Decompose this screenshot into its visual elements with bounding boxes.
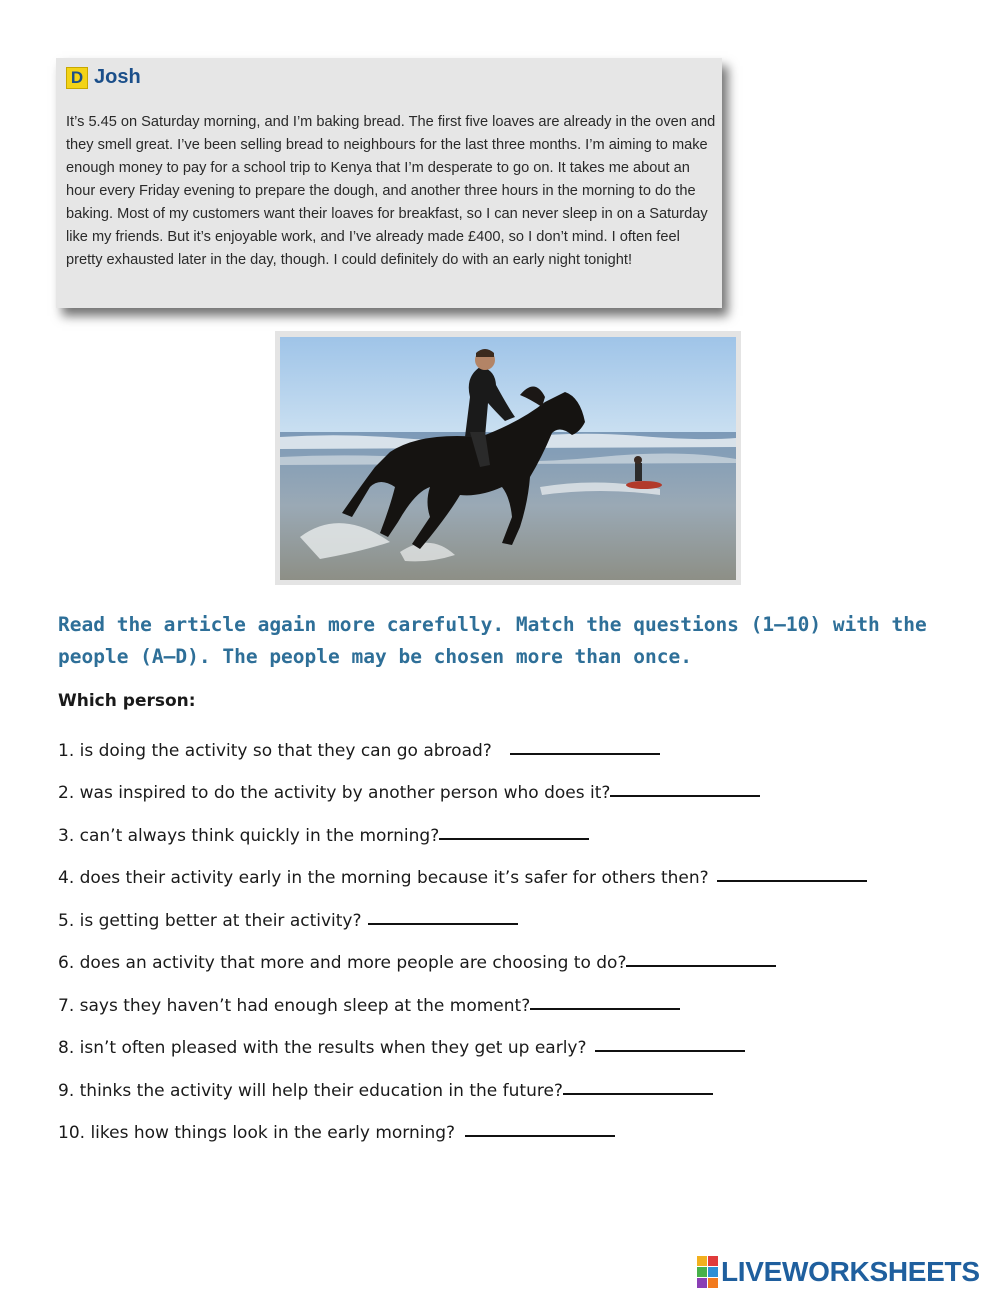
which-person-heading: Which person: [58, 691, 196, 711]
question-text: 6. does an activity that more and more people are choosing to do? [58, 953, 627, 973]
question-row [58, 860, 867, 888]
answer-blank[interactable] [439, 838, 589, 840]
person-letter-badge: D [66, 67, 88, 89]
answer-blank[interactable] [563, 1093, 713, 1095]
question-row [58, 903, 518, 931]
question-text: 4. does their activity early in the morning because it’s safer for others then? [58, 868, 709, 888]
question-text: 2. was inspired to do the activity by another person who does it? [58, 783, 611, 803]
question-text: 3. can’t always think quickly in the morning? [58, 826, 440, 846]
question-row [58, 775, 760, 803]
answer-blank[interactable] [595, 1050, 745, 1052]
answer-blank[interactable] [717, 880, 867, 882]
question-text: 10. likes how things look in the early morning? [58, 1123, 456, 1143]
article-card [56, 58, 722, 308]
question-row [58, 945, 776, 973]
answer-blank[interactable] [626, 965, 776, 967]
question-text: 9. thinks the activity will help their education in the future? [58, 1081, 563, 1101]
question-text: 8. isn’t often pleased with the results when they get up early? [58, 1038, 587, 1058]
answer-blank[interactable] [610, 795, 760, 797]
answer-blank[interactable] [368, 923, 518, 925]
logo-text: LIVEWORKSHEETS [721, 1256, 980, 1287]
question-row [58, 1073, 713, 1101]
question-row [58, 1030, 745, 1058]
question-row [58, 818, 589, 846]
person-name: Josh [94, 66, 141, 88]
question-text: 7. says they haven’t had enough sleep at the moment? [58, 996, 531, 1016]
photo-frame [275, 331, 741, 585]
question-row [58, 733, 660, 761]
liveworksheets-logo[interactable] [697, 1256, 980, 1288]
article-header [66, 66, 141, 89]
horse-rider-photo [280, 337, 736, 580]
answer-blank[interactable] [530, 1008, 680, 1010]
question-row [58, 988, 680, 1016]
article-text: It’s 5.45 on Saturday morning, and I’m baking bread. The first five loaves are already in the oven and they smell great. I’ve been selling bread to neighbours for the last three months. I’m aiming to make enough money to pay for a school trip to Kenya that I’m desperate to go on. It takes me about an hour every Friday evening to prepare the dough, and another three hours in the morning to do the baking. Most of my customers want their loaves for breakfast, so I can never sleep in on a Saturday like my friends. But it’s enjoyable work, and I’ve already made £400, so I don’t mind. I often feel pretty exhausted later in the day, though. I could definitely do with an early night tonight! [66, 114, 716, 268]
answer-blank[interactable] [465, 1135, 615, 1137]
liveworksheets-logo-icon [697, 1256, 718, 1288]
question-text: 1. is doing the activity so that they can go abroad? [58, 741, 492, 761]
instructions: Read the article again more carefully. Match the questions (1–10) with the people (A–D). The people may be chosen more than once. [58, 613, 927, 668]
answer-blank[interactable] [510, 753, 660, 755]
question-row [58, 1115, 615, 1143]
question-text: 5. is getting better at their activity? [58, 911, 362, 931]
